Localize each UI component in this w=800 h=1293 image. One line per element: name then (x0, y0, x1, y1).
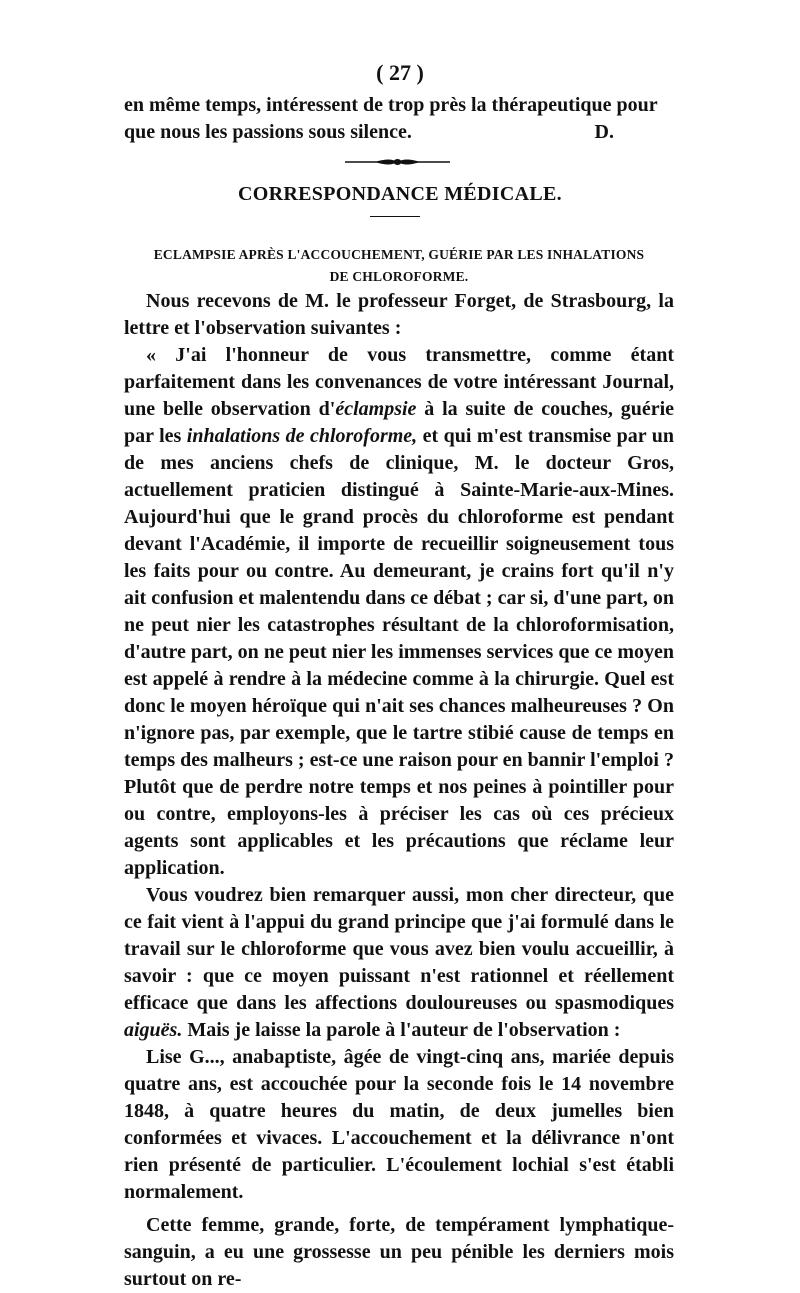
ornament-divider-icon (345, 158, 450, 166)
paragraph-2-part-b: à la suite de couches, guérie par les (124, 398, 675, 447)
intro-text: en même temps, intéressent de trop près la thérapeutique pour que nous les passions sous silence. (124, 94, 658, 143)
paragraph-3-part-b: Mais je laisse la parole à l'auteur de l'observation : (182, 1019, 621, 1041)
intro-paragraph (124, 92, 674, 146)
section-title: CORRESPONDANCE MÉDICALE. (238, 183, 562, 205)
article-title (124, 244, 674, 288)
title-rule (370, 216, 420, 217)
paragraph-2-emphasis-1: éclampsie (335, 398, 417, 420)
paragraph-3-part-a: Vous voudrez bien remarquer aussi, mon cher directeur, que ce fait vient à l'appui du grand principe que j'ai formulé dans le travail sur le chloroforme que vous avez bien voulu accueillir, à savoir : que ce moyen puissant n'est rationnel et réellement efficace que dans les affections douloureuses ou spasmodiques (124, 884, 674, 1014)
paragraph-3-emphasis: aiguës. (124, 1019, 183, 1041)
paragraph-2-emphasis-2: inhalations de chloroforme, (186, 425, 418, 447)
paragraph-5: Cette femme, grande, forte, de tempérament lymphatique-sanguin, a eu une grossesse un peu pénible les derniers mois surtout on re- (124, 1214, 674, 1290)
paragraph-3 (124, 882, 674, 1044)
page-number: ( 27 ) (376, 60, 424, 85)
article-title-line-1: ECLAMPSIE APRÈS L'ACCOUCHEMENT, GUÉRIE PAR LES INHALATIONS (153, 247, 645, 262)
article-body (124, 288, 674, 1293)
paragraph-4: Lise G..., anabaptiste, âgée de vingt-cinq ans, mariée depuis quatre ans, est accouchée pour la seconde fois le 14 novembre 1848, à quatre heures du matin, de deux jumelles bien conformées et vivaces. L'accouchement et la délivrance n'ont rien présenté de particulier. L'écoulement lochial s'est établi normalement. (124, 1046, 674, 1203)
paragraph-2-part-a: « J'ai l'honneur de vous transmettre, comme étant parfaitement dans les convenances de votre intéressant Journal, une belle observation d' (124, 344, 674, 420)
paragraph-2-part-c: et qui m'est transmise par un de mes anciens chefs de clinique, M. le docteur Gros, actuellement praticien distingué à Sainte-Marie-aux-Mines. Aujourd'hui que le grand procès du chloroforme est pendant devant l'Académie, il importe de recueillir soigneusement tous les faits pour ou contre. Au demeurant, je crains fort qu'il n'y ait confusion et malentendu dans ce débat ; car si, d'une part, on ne peut nier les catastrophes résultant de la chloroformisation, d'autre part, on ne peut nier les immenses services que ce moyen est appelé à rendre à la médecine comme à la chirurgie. Quel est donc le moyen héroïque qui n'ait ses chances malheureuses ? On n'ignore pas, par exemple, que le tartre stibié cause de temps en temps des malheurs ; est-ce une raison pour en bannir l'emploi ? Plutôt que de perdre notre temps et nos peines à pointiller pour ou contre, employons-les à préciser les cas où ces précieux agents sont applicables et les précautions que réclame leur application. (124, 425, 674, 879)
article-title-line-2: DE CHLOROFORME. (329, 269, 469, 284)
paragraph-2 (124, 342, 674, 882)
paragraph-1: Nous recevons de M. le professeur Forget, de Strasbourg, la lettre et l'observation suivantes : (124, 290, 674, 339)
intro-signature: D. (594, 121, 614, 143)
